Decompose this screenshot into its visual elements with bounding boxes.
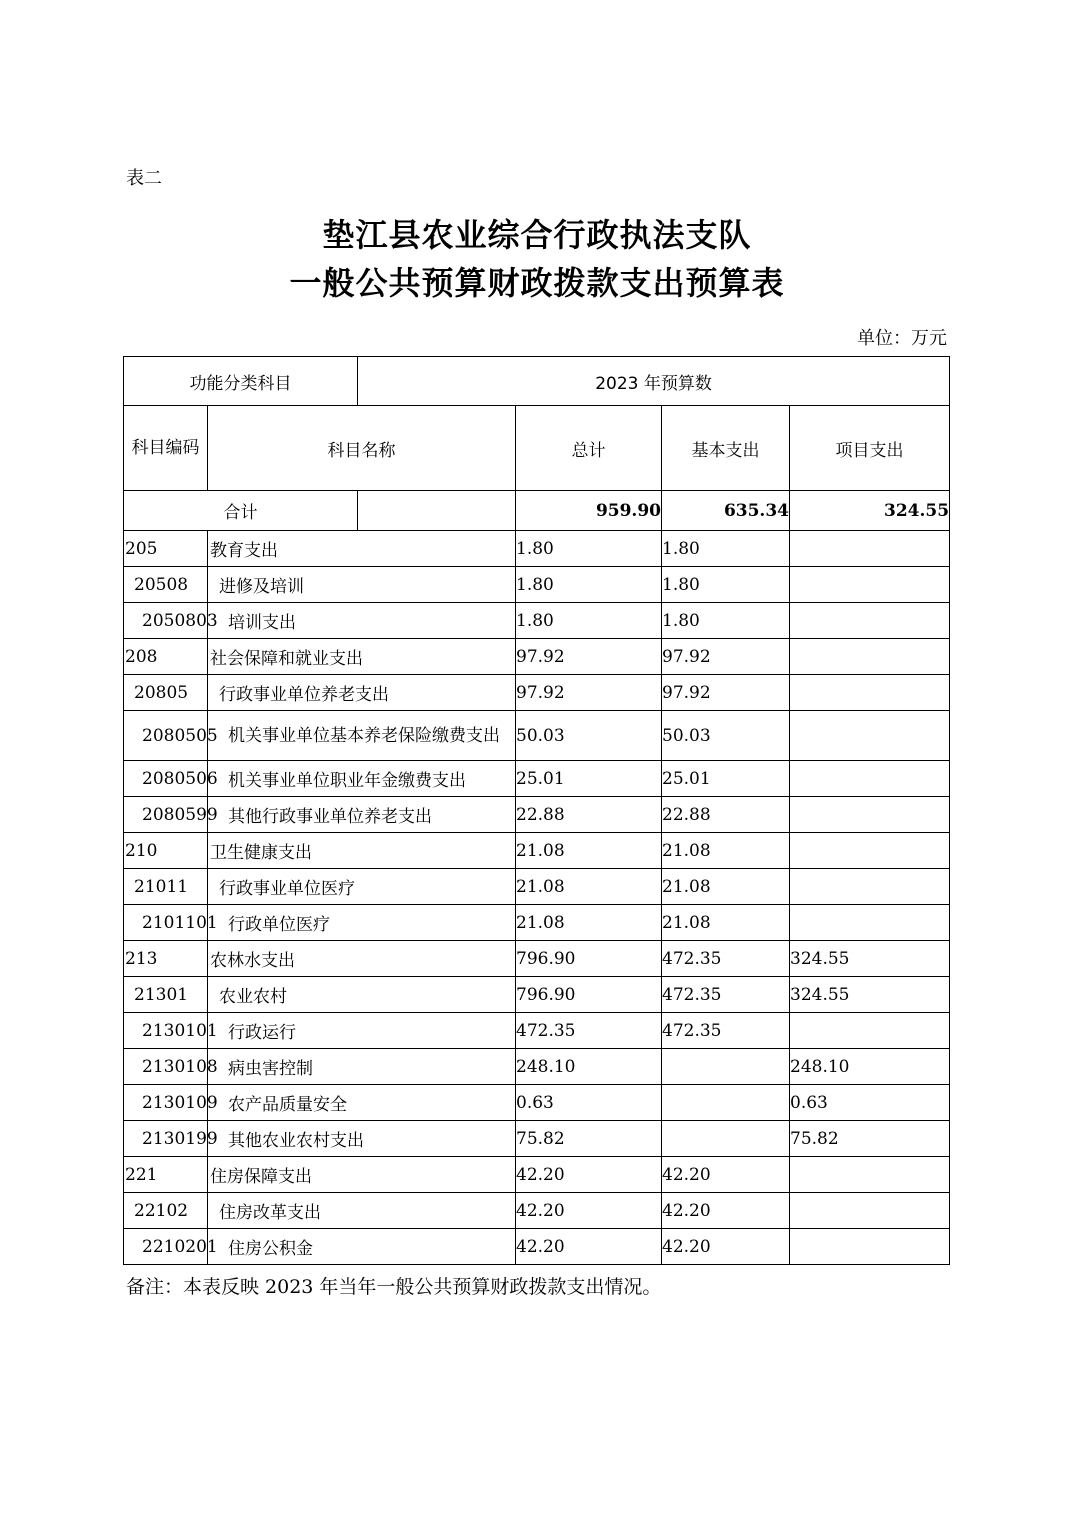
summary-label: 合计: [124, 491, 358, 531]
table-row: [124, 1157, 950, 1193]
row-basic: [662, 1085, 790, 1121]
table-row: [124, 869, 950, 905]
row-code: 2130199: [124, 1121, 208, 1157]
row-total: 1.80: [516, 567, 662, 603]
row-code: 221: [124, 1157, 208, 1193]
row-basic: 50.03: [662, 711, 790, 761]
row-basic: 25.01: [662, 761, 790, 797]
row-basic: 21.08: [662, 833, 790, 869]
row-name: 卫生健康支出: [208, 833, 516, 869]
row-code: 2080506: [124, 761, 208, 797]
row-total: 97.92: [516, 675, 662, 711]
row-code: 2080599: [124, 797, 208, 833]
row-basic: 1.80: [662, 531, 790, 567]
row-total: 796.90: [516, 941, 662, 977]
row-total: 0.63: [516, 1085, 662, 1121]
row-total: 42.20: [516, 1229, 662, 1265]
row-code: 2130108: [124, 1049, 208, 1085]
row-total: 21.08: [516, 869, 662, 905]
row-project: [790, 869, 950, 905]
row-name: 行政事业单位医疗: [208, 869, 516, 905]
row-code: 208: [124, 639, 208, 675]
row-name: 行政运行: [208, 1013, 516, 1049]
summary-blank: [358, 491, 516, 531]
row-basic: [662, 1049, 790, 1085]
row-basic: [662, 1121, 790, 1157]
table-row: [124, 1193, 950, 1229]
row-code: 210: [124, 833, 208, 869]
row-total: 1.80: [516, 603, 662, 639]
header-basic: 基本支出: [662, 406, 790, 491]
row-total: 75.82: [516, 1121, 662, 1157]
row-basic: 97.92: [662, 639, 790, 675]
row-name: 病虫害控制: [208, 1049, 516, 1085]
row-total: 97.92: [516, 639, 662, 675]
row-project: [790, 833, 950, 869]
header-row-2: [124, 406, 950, 491]
summary-row: [124, 491, 950, 531]
table-row: [124, 711, 950, 761]
header-total: 总计: [516, 406, 662, 491]
row-basic: 22.88: [662, 797, 790, 833]
table-row: [124, 675, 950, 711]
row-name: 住房保障支出: [208, 1157, 516, 1193]
row-basic: 1.80: [662, 567, 790, 603]
row-project: [790, 675, 950, 711]
row-total: 21.08: [516, 905, 662, 941]
row-code: 21301: [124, 977, 208, 1013]
row-basic: 21.08: [662, 905, 790, 941]
row-code: 21011: [124, 869, 208, 905]
row-project: 324.55: [790, 977, 950, 1013]
row-basic: 472.35: [662, 977, 790, 1013]
header-code: 科目编码: [124, 406, 208, 491]
row-project: [790, 1229, 950, 1265]
row-code: 2050803: [124, 603, 208, 639]
row-name: 住房公积金: [208, 1229, 516, 1265]
row-code: 20805: [124, 675, 208, 711]
row-total: 22.88: [516, 797, 662, 833]
row-name: 社会保障和就业支出: [208, 639, 516, 675]
table-row: [124, 977, 950, 1013]
table-row: [124, 1013, 950, 1049]
row-name: 住房改革支出: [208, 1193, 516, 1229]
table-row: [124, 1085, 950, 1121]
table-row: [124, 603, 950, 639]
table-row: [124, 1049, 950, 1085]
row-project: 248.10: [790, 1049, 950, 1085]
row-name: 农业农村: [208, 977, 516, 1013]
row-code: 20508: [124, 567, 208, 603]
row-code: 213: [124, 941, 208, 977]
row-project: [790, 1013, 950, 1049]
row-project: 324.55: [790, 941, 950, 977]
row-project: [790, 1193, 950, 1229]
row-code: 2130101: [124, 1013, 208, 1049]
document-title: 垫江县农业综合行政执法支队: [322, 216, 752, 254]
row-total: 42.20: [516, 1193, 662, 1229]
header-func-class: 功能分类科目: [124, 357, 358, 406]
row-code: 22102: [124, 1193, 208, 1229]
row-code: 2130109: [124, 1085, 208, 1121]
row-total: 472.35: [516, 1013, 662, 1049]
row-total: 248.10: [516, 1049, 662, 1085]
table-row: [124, 761, 950, 797]
row-basic: 472.35: [662, 941, 790, 977]
row-name: 行政事业单位养老支出: [208, 675, 516, 711]
table-row: [124, 1229, 950, 1265]
row-project: [790, 905, 950, 941]
row-name: 机关事业单位基本养老保险缴费支出: [208, 711, 516, 761]
row-basic: 42.20: [662, 1193, 790, 1229]
summary-project: 324.55: [790, 491, 950, 531]
row-total: 21.08: [516, 833, 662, 869]
row-basic: 21.08: [662, 869, 790, 905]
row-project: 75.82: [790, 1121, 950, 1157]
row-project: [790, 603, 950, 639]
table-row: [124, 567, 950, 603]
row-project: [790, 531, 950, 567]
row-total: 50.03: [516, 711, 662, 761]
row-total: 796.90: [516, 977, 662, 1013]
row-name: 行政单位医疗: [208, 905, 516, 941]
row-name: 农林水支出: [208, 941, 516, 977]
row-name: 其他行政事业单位养老支出: [208, 797, 516, 833]
row-project: [790, 797, 950, 833]
summary-total: 959.90: [516, 491, 662, 531]
table-row: [124, 639, 950, 675]
row-name: 进修及培训: [208, 567, 516, 603]
budget-table: [123, 356, 950, 1265]
row-basic: 472.35: [662, 1013, 790, 1049]
table-label: 表二: [126, 168, 162, 189]
row-basic: 42.20: [662, 1157, 790, 1193]
row-project: [790, 1157, 950, 1193]
table-row: [124, 797, 950, 833]
table-row: [124, 833, 950, 869]
row-basic: 97.92: [662, 675, 790, 711]
row-basic: 42.20: [662, 1229, 790, 1265]
table-row: [124, 941, 950, 977]
row-code: 205: [124, 531, 208, 567]
row-project: [790, 567, 950, 603]
table-row: [124, 1121, 950, 1157]
row-code: 2101101: [124, 905, 208, 941]
row-name: 培训支出: [208, 603, 516, 639]
footnote: 备注：本表反映 2023 年当年一般公共预算财政拨款支出情况。: [126, 1276, 662, 1298]
row-basic: 1.80: [662, 603, 790, 639]
row-total: 42.20: [516, 1157, 662, 1193]
document-subtitle: 一般公共预算财政拨款支出预算表: [289, 264, 785, 302]
header-name: 科目名称: [208, 406, 516, 491]
row-project: [790, 761, 950, 797]
table-row: [124, 905, 950, 941]
row-name: 机关事业单位职业年金缴费支出: [208, 761, 516, 797]
summary-basic: 635.34: [662, 491, 790, 531]
header-row-1: [124, 357, 950, 406]
row-name: 教育支出: [208, 531, 516, 567]
unit-label: 单位：万元: [857, 328, 947, 349]
row-code: 2080505: [124, 711, 208, 761]
row-total: 1.80: [516, 531, 662, 567]
row-project: [790, 639, 950, 675]
table-row: [124, 531, 950, 567]
row-project: [790, 711, 950, 761]
row-name: 农产品质量安全: [208, 1085, 516, 1121]
row-project: 0.63: [790, 1085, 950, 1121]
row-name: 其他农业农村支出: [208, 1121, 516, 1157]
header-budget-year: 2023 年预算数: [358, 357, 950, 406]
row-total: 25.01: [516, 761, 662, 797]
row-code: 2210201: [124, 1229, 208, 1265]
header-project: 项目支出: [790, 406, 950, 491]
